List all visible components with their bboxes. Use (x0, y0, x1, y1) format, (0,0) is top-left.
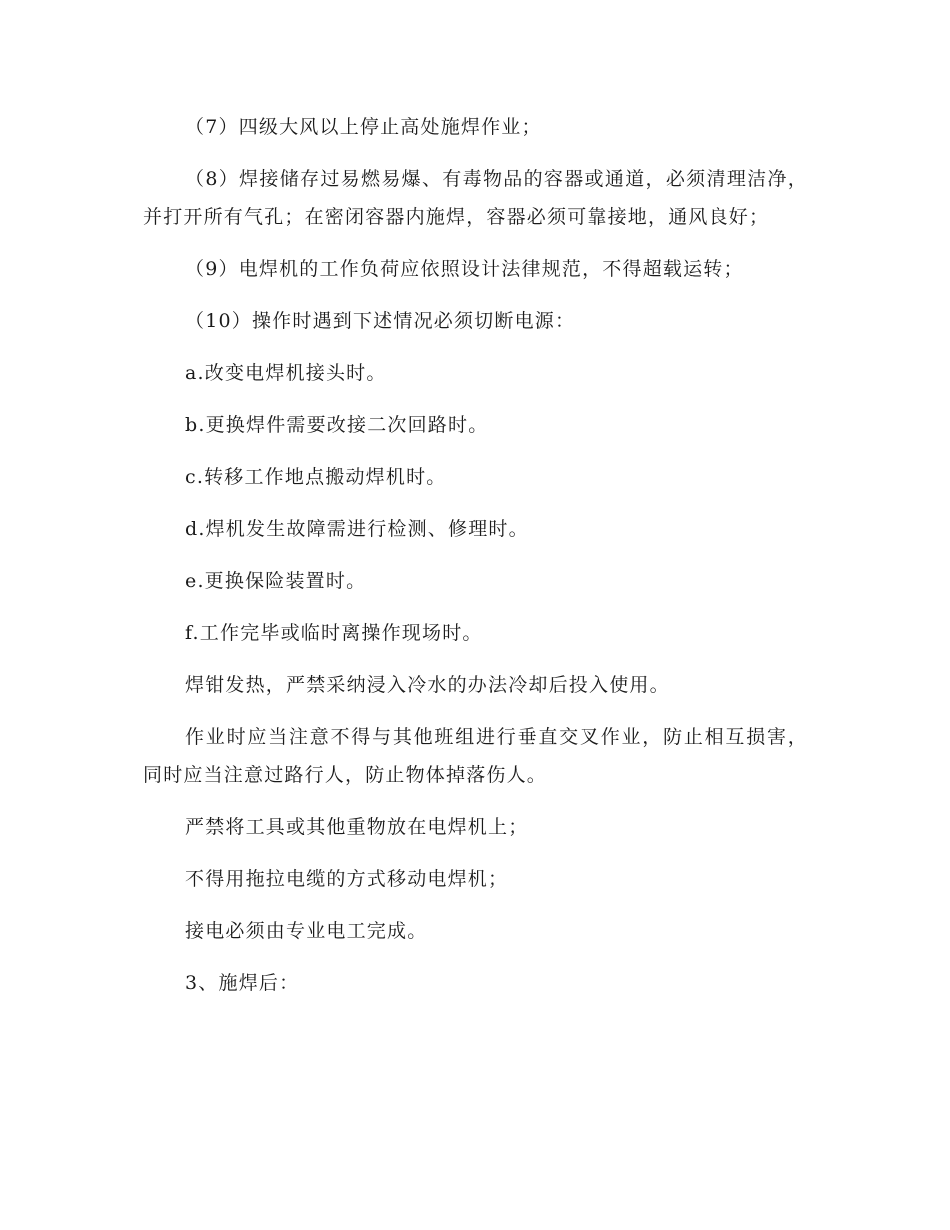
document-body (143, 108, 808, 1002)
paragraph-no-cable-dragging: 不得用拖拉电缆的方式移动电焊机； (185, 868, 509, 890)
list-item-d: d.焊机发生故障需进行检测、修理时。 (185, 518, 529, 540)
paragraph-item-9: （9）电焊机的工作负荷应依照设计法律规范，不得超载运转； (185, 258, 744, 280)
list-item-e: e.更换保险装置时。 (185, 570, 367, 592)
paragraph-item-7: （7）四级大风以上停止高处施焊作业； (185, 116, 542, 138)
list-item-f: f.工作完毕或临时离操作现场时。 (185, 622, 483, 644)
list-item-a: a.改变电焊机接头时。 (185, 362, 387, 384)
list-item-b: b.更换焊件需要改接二次回路时。 (185, 414, 489, 436)
paragraph-no-tools-on-welder: 严禁将工具或其他重物放在电焊机上； (185, 816, 529, 838)
paragraph-item-8: （8）焊接储存过易燃易爆、有毒物品的容器或通道，必须清理洁净，并打开所有气孔；在密闭容器内施焊，容器必须可靠接地，通风良好； (143, 168, 808, 228)
list-item-c: c.转移工作地点搬动焊机时。 (185, 466, 447, 488)
paragraph-cross-work: 作业时应当注意不得与其他班组进行垂直交叉作业，防止相互损害，同时应当注意过路行人，防止物体掉落伤人。 (143, 726, 808, 786)
section-heading-after-welding: 3、施焊后： (185, 972, 300, 994)
paragraph-item-10: （10）操作时遇到下述情况必须切断电源： (185, 310, 576, 332)
paragraph-electrician: 接电必须由专业电工完成。 (185, 920, 428, 942)
paragraph-welding-tongs: 焊钳发热，严禁采纳浸入冷水的办法冷却后投入使用。 (185, 674, 670, 696)
